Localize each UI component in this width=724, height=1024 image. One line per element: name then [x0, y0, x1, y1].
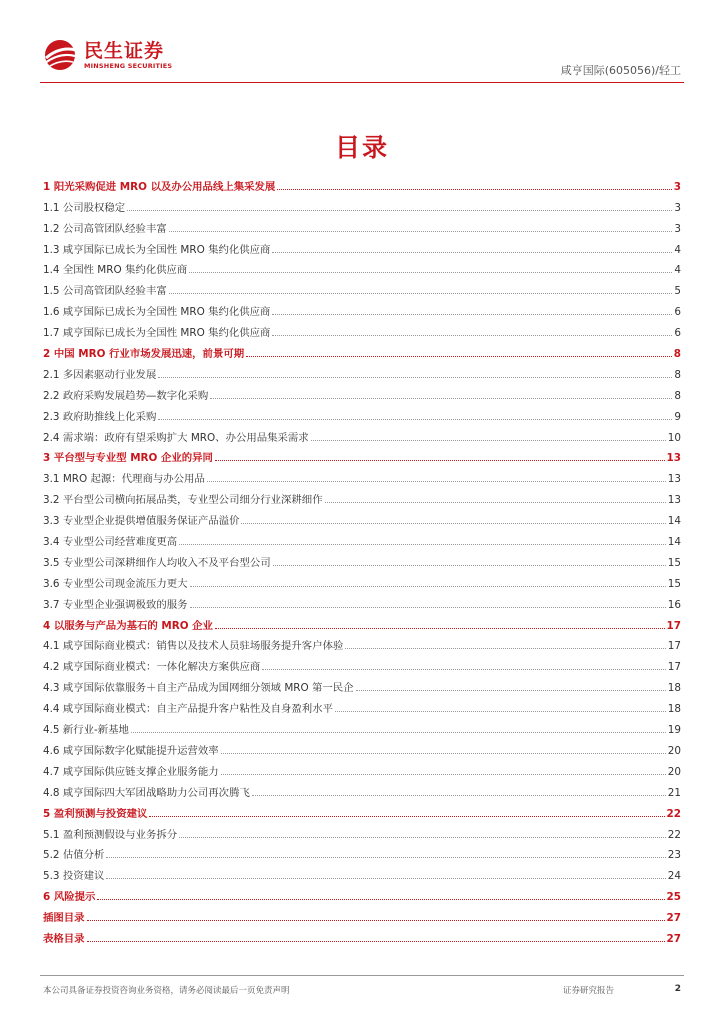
toc-entry-page: 8	[673, 348, 681, 361]
footer-doc-type: 证券研究报告	[563, 986, 615, 996]
toc-section-entry[interactable]	[43, 882, 681, 903]
toc-entry-label: 1 阳光采购促进 MRO 以及办公用品线上集采发展	[43, 180, 276, 193]
toc-subsection-entry[interactable]	[43, 569, 681, 590]
toc-dot-leader	[190, 586, 666, 587]
toc-dot-leader	[87, 920, 665, 921]
toc-dot-leader	[262, 669, 666, 670]
toc-entry-page: 6	[674, 327, 681, 340]
toc-entry-page: 3	[674, 222, 681, 235]
toc-subsection-entry[interactable]	[43, 694, 681, 715]
toc-subsection-entry[interactable]	[43, 402, 681, 423]
toc-entry-page: 18	[667, 682, 681, 695]
toc-subsection-entry[interactable]	[43, 590, 681, 611]
toc-dot-leader	[131, 732, 666, 733]
toc-dot-leader	[221, 774, 666, 775]
toc-entry-page: 13	[667, 494, 681, 507]
toc-entry-label: 3.1 MRO 起源：代理商与办公用品	[43, 473, 205, 486]
toc-subsection-entry[interactable]	[43, 652, 681, 673]
toc-dot-leader	[149, 816, 664, 817]
toc-entry-page: 23	[667, 849, 681, 862]
toc-section-entry[interactable]	[43, 903, 681, 924]
toc-subsection-entry[interactable]	[43, 214, 681, 235]
toc-subsection-entry[interactable]	[43, 778, 681, 799]
toc-entry-label: 6 风险提示	[43, 891, 96, 904]
logo-english-name: MINSHENG SECURITIES	[84, 61, 173, 70]
toc-entry-label: 1.7 咸亨国际已成长为全国性 MRO 集约化供应商	[43, 327, 271, 340]
toc-entry-page: 8	[674, 389, 681, 402]
toc-dot-leader	[158, 419, 672, 420]
logo-chinese-name: 民生证券	[84, 39, 165, 62]
toc-entry-label: 2.2 政府采购发展趋势—数字化采购	[43, 389, 209, 402]
toc-entry-label: 5.3 投资建议	[43, 870, 105, 883]
toc-dot-leader	[345, 648, 665, 649]
toc-entry-label: 3.3 专业型企业提供增值服务保证产品溢价	[43, 515, 240, 528]
toc-entry-label: 3.5 专业型公司深耕细作人均收入不及平台型公司	[43, 556, 271, 569]
toc-entry-page: 8	[674, 368, 681, 381]
toc-entry-page: 15	[667, 577, 681, 590]
toc-subsection-entry[interactable]	[43, 381, 681, 402]
toc-entry-label: 3 平台型与专业型 MRO 企业的异同	[43, 452, 213, 465]
toc-entry-label: 2.4 需求端：政府有望采购扩大 MRO、办公用品集采需求	[43, 431, 309, 444]
toc-dot-leader	[241, 523, 665, 524]
toc-entry-label: 5 盈利预测与投资建议	[43, 807, 148, 820]
report-tag: 咸亨国际(605056)/轻工	[560, 64, 681, 77]
toc-subsection-entry[interactable]	[43, 548, 681, 569]
toc-entry-page: 22	[666, 807, 681, 820]
toc-entry-label: 1.5 公司高管团队经验丰富	[43, 285, 167, 298]
page-number: 2	[674, 984, 681, 994]
toc-section-entry[interactable]	[43, 339, 681, 360]
toc-subsection-entry[interactable]	[43, 360, 681, 381]
toc-entry-page: 5	[674, 285, 681, 298]
toc-entry-page: 3	[673, 180, 681, 193]
toc-entry-label: 1.6 咸亨国际已成长为全国性 MRO 集约化供应商	[43, 306, 271, 319]
toc-entry-page: 22	[667, 828, 681, 841]
toc-subsection-entry[interactable]	[43, 820, 681, 841]
toc-subsection-entry[interactable]	[43, 276, 681, 297]
toc-entry-page: 20	[667, 765, 681, 778]
toc-entry-label: 5.1 盈利预测假设与业务拆分	[43, 828, 178, 841]
toc-entry-label: 1.2 公司高管团队经验丰富	[43, 222, 167, 235]
toc-entry-label: 2.1 多因素驱动行业发展	[43, 368, 157, 381]
page-title: 目录	[334, 133, 389, 162]
toc-entry-page: 10	[667, 431, 681, 444]
toc-dot-leader	[158, 377, 672, 378]
toc-entry-label: 4.8 咸亨国际四大军团战略助力公司再次腾飞	[43, 786, 250, 799]
toc-entry-page: 13	[666, 452, 681, 465]
toc-subsection-entry[interactable]	[43, 632, 681, 653]
toc-entry-label: 3.4 专业型公司经营难度更高	[43, 536, 178, 549]
toc-entry-label: 2 中国 MRO 行业市场发展迅速，前景可期	[43, 348, 245, 361]
toc-dot-leader	[87, 941, 665, 942]
toc-dot-leader	[127, 210, 672, 211]
toc-entry-page: 14	[667, 515, 681, 528]
toc-section-entry[interactable]	[43, 799, 681, 820]
toc-entry-page: 21	[667, 786, 681, 799]
toc-subsection-entry[interactable]	[43, 193, 681, 214]
toc-dot-leader	[335, 711, 666, 712]
toc-dot-leader	[325, 502, 666, 503]
toc-dot-leader	[169, 231, 673, 232]
toc-entry-page: 19	[667, 724, 681, 737]
toc-entry-label: 4.6 咸亨国际数字化赋能提升运营效率	[43, 744, 219, 757]
toc-entry-label: 3.7 专业型企业强调极致的服务	[43, 598, 188, 611]
toc-subsection-entry[interactable]	[43, 464, 681, 485]
table-of-contents	[43, 172, 681, 945]
toc-entry-page: 27	[666, 932, 681, 945]
toc-entry-page: 27	[666, 912, 681, 925]
toc-entry-label: 4.1 咸亨国际商业模式：销售以及技术人员驻场服务提升客户体验	[43, 640, 344, 653]
toc-dot-leader	[273, 565, 666, 566]
toc-dot-leader	[179, 837, 666, 838]
toc-entry-label: 4.7 咸亨国际供应链支撑企业服务能力	[43, 765, 219, 778]
toc-dot-leader	[272, 314, 672, 315]
toc-dot-leader	[311, 440, 666, 441]
minsheng-logo-icon	[40, 38, 80, 72]
toc-dot-leader	[210, 398, 672, 399]
toc-dot-leader	[207, 481, 666, 482]
toc-dot-leader	[252, 795, 666, 796]
toc-entry-page: 15	[667, 556, 681, 569]
toc-entry-page: 3	[674, 201, 681, 214]
toc-dot-leader	[246, 356, 672, 357]
toc-subsection-entry[interactable]	[43, 235, 681, 256]
toc-subsection-entry[interactable]	[43, 423, 681, 444]
toc-entry-label: 3.2 平台型公司横向拓展品类，专业型公司细分行业深耕细作	[43, 494, 323, 507]
toc-entry-page: 13	[667, 473, 681, 486]
toc-dot-leader	[106, 878, 665, 879]
toc-entry-page: 16	[667, 598, 681, 611]
toc-subsection-entry[interactable]	[43, 318, 681, 339]
toc-dot-leader	[221, 753, 666, 754]
toc-dot-leader	[106, 857, 665, 858]
toc-entry-label: 插图目录	[43, 912, 85, 925]
toc-dot-leader	[272, 252, 672, 253]
toc-entry-label: 4.3 咸亨国际依靠服务＋自主产品成为国网细分领域 MRO 第一民企	[43, 682, 354, 695]
toc-dot-leader	[190, 607, 666, 608]
toc-entry-label: 1.4 全国性 MRO 集约化供应商	[43, 264, 188, 277]
toc-section-entry[interactable]	[43, 924, 681, 945]
toc-entry-label: 4 以服务与产品为基石的 MRO 企业	[43, 619, 213, 632]
toc-section-entry[interactable]	[43, 611, 681, 632]
toc-subsection-entry[interactable]	[43, 506, 681, 527]
footer-disclaimer: 本公司具备证券投资咨询业务资格，请务必阅读最后一页免责声明	[43, 986, 290, 996]
toc-section-entry[interactable]	[43, 172, 681, 193]
toc-subsection-entry[interactable]	[43, 297, 681, 318]
toc-entry-page: 18	[667, 703, 681, 716]
toc-entry-page: 6	[674, 306, 681, 319]
toc-entry-page: 17	[667, 640, 681, 653]
toc-entry-label: 4.2 咸亨国际商业模式：一体化解决方案供应商	[43, 661, 261, 674]
toc-entry-page: 9	[674, 410, 681, 423]
toc-dot-leader	[189, 272, 672, 273]
toc-subsection-entry[interactable]	[43, 757, 681, 778]
toc-entry-page: 14	[667, 536, 681, 549]
toc-subsection-entry[interactable]	[43, 673, 681, 694]
toc-subsection-entry[interactable]	[43, 485, 681, 506]
toc-entry-page: 20	[667, 744, 681, 757]
toc-entry-label: 2.3 政府助推线上化采购	[43, 410, 157, 423]
toc-dot-leader	[272, 335, 672, 336]
toc-entry-label: 3.6 专业型公司现金流压力更大	[43, 577, 188, 590]
brand-logo	[40, 38, 172, 72]
toc-entry-label: 1.1 公司股权稳定	[43, 201, 126, 214]
toc-dot-leader	[215, 628, 665, 629]
toc-subsection-entry[interactable]	[43, 841, 681, 862]
toc-dot-leader	[356, 690, 666, 691]
toc-entry-page: 24	[667, 870, 681, 883]
toc-subsection-entry[interactable]	[43, 736, 681, 757]
toc-dot-leader	[277, 189, 671, 190]
toc-entry-page: 4	[674, 243, 681, 256]
toc-entry-page: 17	[666, 619, 681, 632]
toc-entry-page: 17	[667, 661, 681, 674]
toc-section-entry[interactable]	[43, 444, 681, 465]
toc-subsection-entry[interactable]	[43, 861, 681, 882]
toc-dot-leader	[215, 460, 665, 461]
toc-entry-label: 4.5 新行业-新基地	[43, 724, 129, 737]
footer-divider	[40, 975, 684, 976]
toc-dot-leader	[169, 293, 673, 294]
toc-entry-label: 表格目录	[43, 932, 85, 945]
toc-entry-label: 4.4 咸亨国际商业模式：自主产品提升客户粘性及自身盈利水平	[43, 703, 333, 716]
header-divider	[40, 82, 684, 83]
toc-entry-page: 4	[674, 264, 681, 277]
toc-dot-leader	[179, 544, 666, 545]
toc-subsection-entry[interactable]	[43, 715, 681, 736]
toc-entry-label: 1.3 咸亨国际已成长为全国性 MRO 集约化供应商	[43, 243, 271, 256]
toc-subsection-entry[interactable]	[43, 527, 681, 548]
toc-dot-leader	[97, 899, 664, 900]
toc-entry-page: 25	[666, 891, 681, 904]
toc-subsection-entry[interactable]	[43, 256, 681, 277]
toc-entry-label: 5.2 估值分析	[43, 849, 105, 862]
